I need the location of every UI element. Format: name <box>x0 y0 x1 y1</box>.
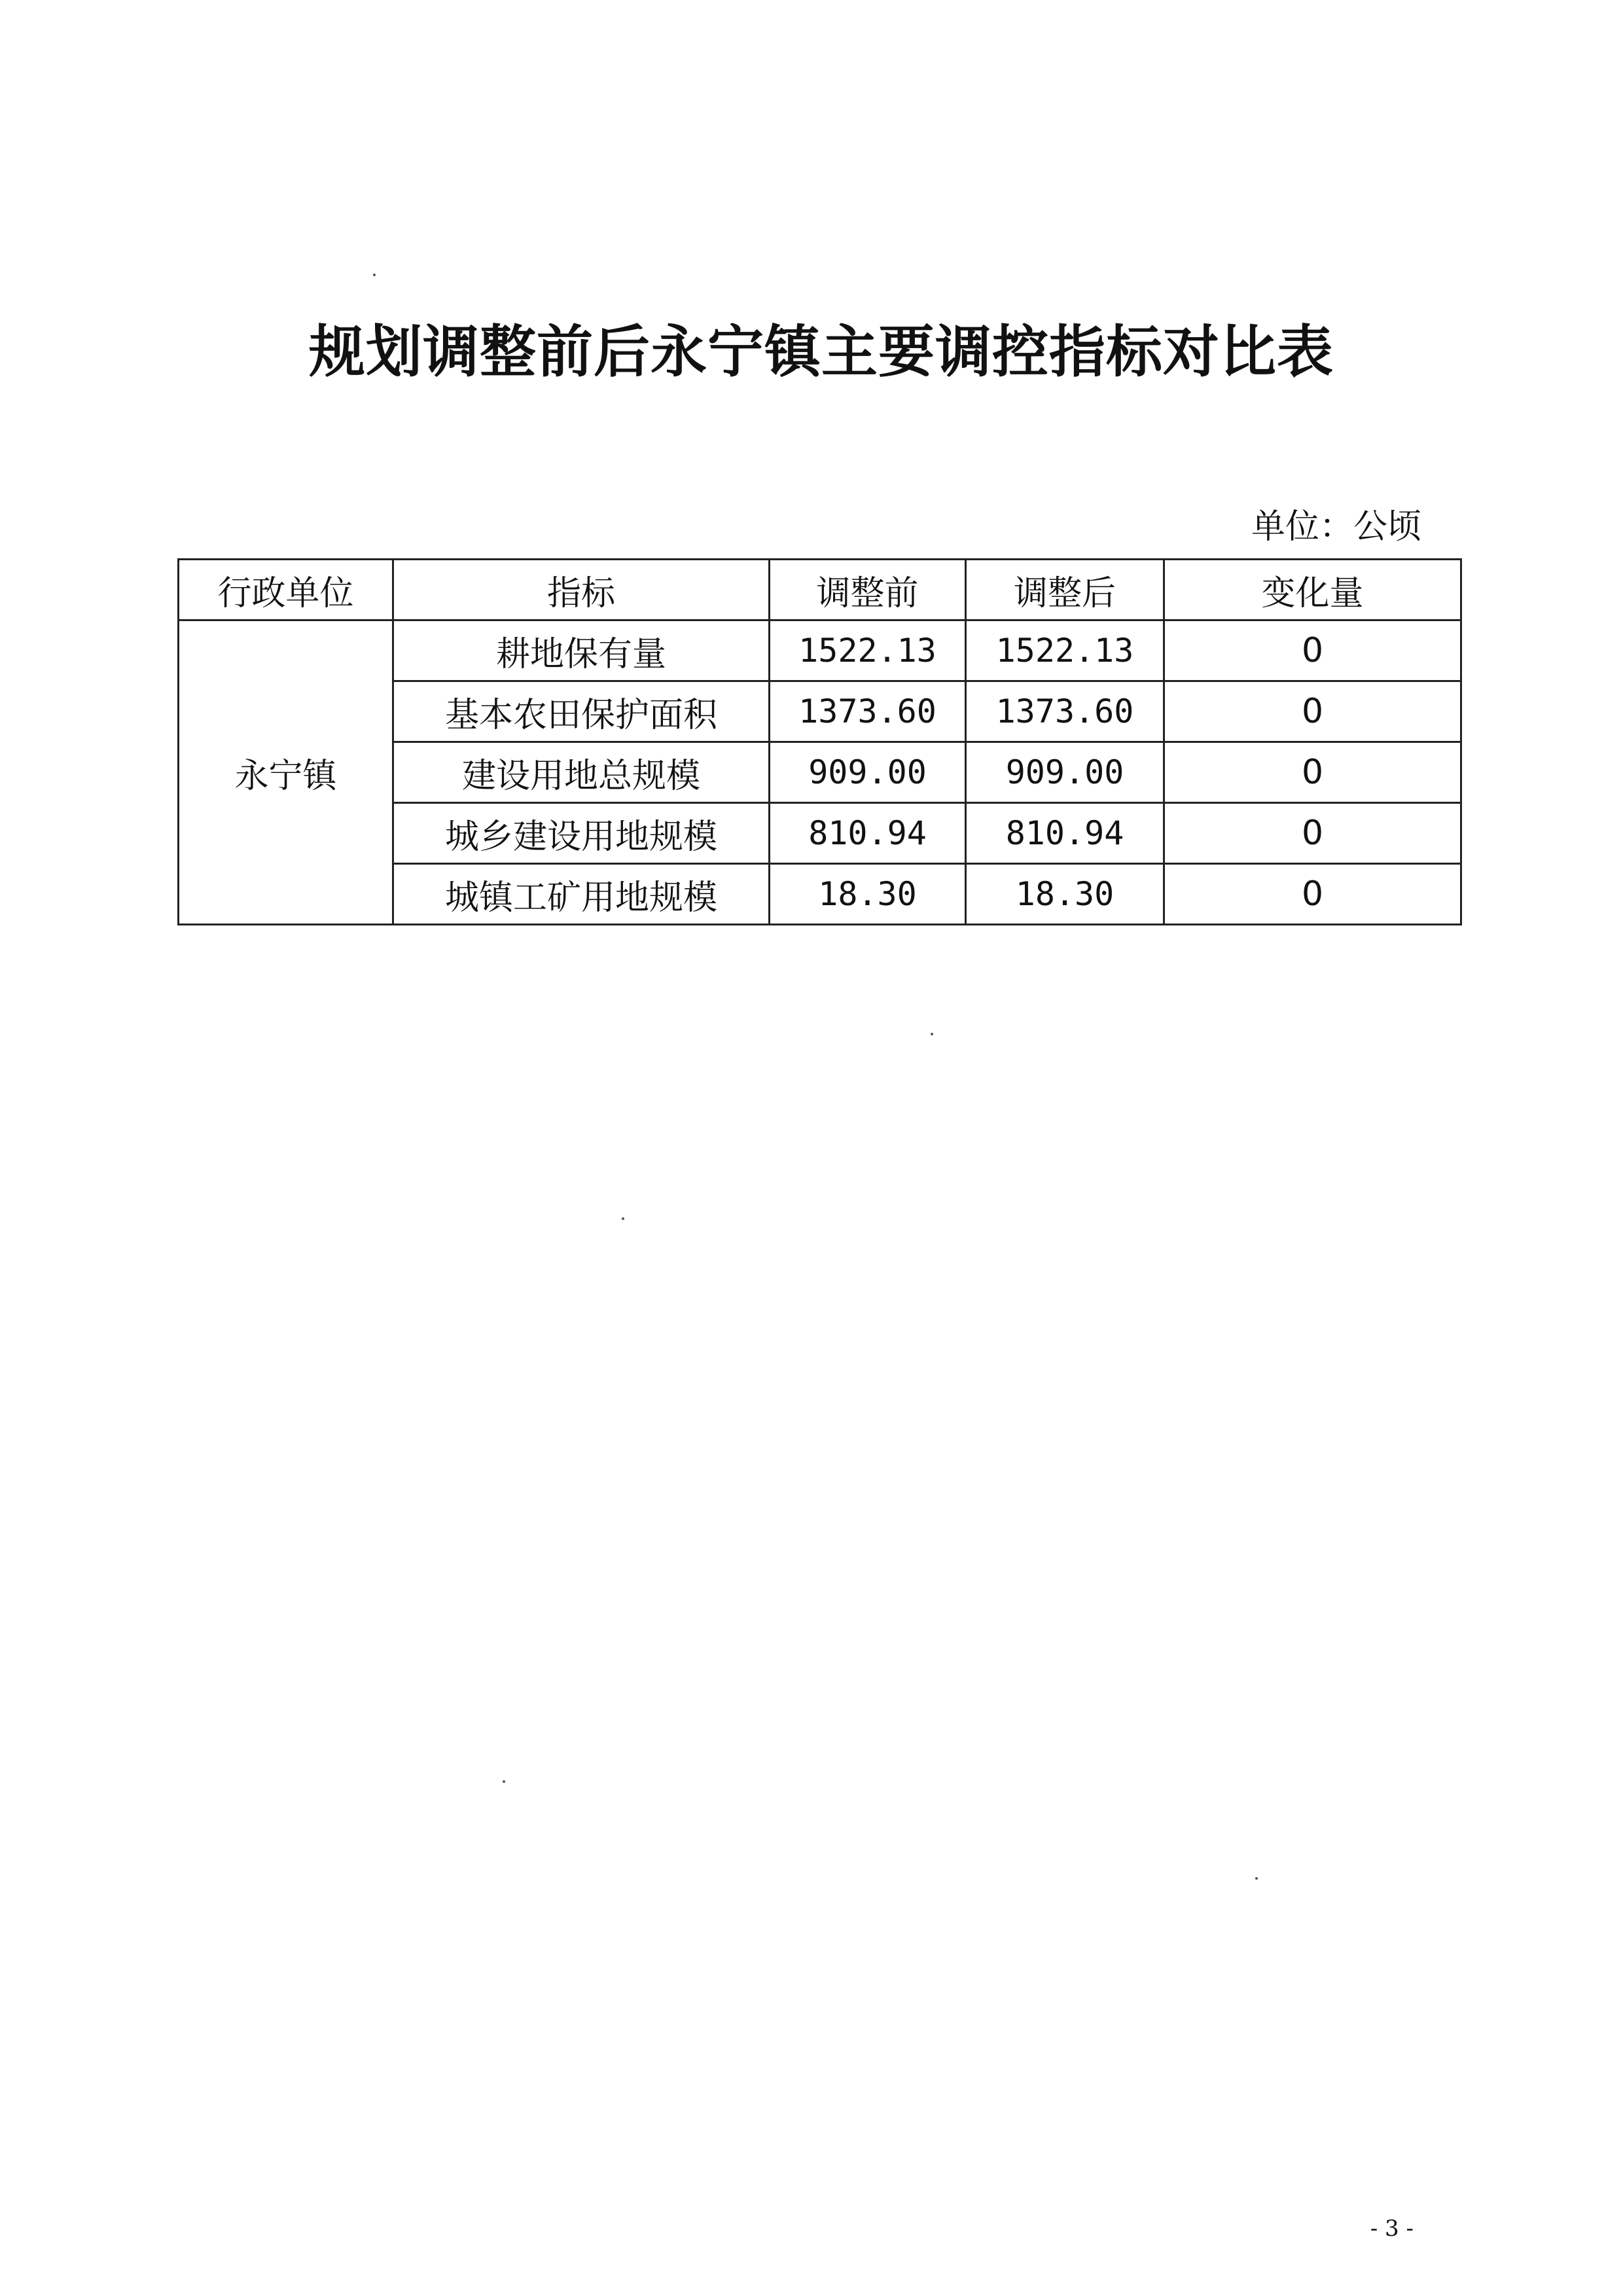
change-cell: 0 <box>1164 620 1461 681</box>
indicator-cell: 耕地保有量 <box>393 620 770 681</box>
header-after: 调整后 <box>966 560 1164 620</box>
indicator-cell: 城乡建设用地规模 <box>393 803 770 864</box>
scan-speck <box>373 274 376 276</box>
scan-speck <box>931 1033 933 1035</box>
table-header-row <box>179 560 1461 620</box>
before-cell: 909.00 <box>770 742 966 803</box>
indicator-cell: 基本农田保护面积 <box>393 681 770 742</box>
page-number: - 3 - <box>1370 2215 1414 2242</box>
unit-label: 单位：公顷 <box>1251 507 1421 547</box>
before-cell: 1373.60 <box>770 681 966 742</box>
before-cell: 810.94 <box>770 803 966 864</box>
after-cell: 18.30 <box>966 864 1164 925</box>
header-change: 变化量 <box>1164 560 1461 620</box>
after-cell: 810.94 <box>966 803 1164 864</box>
indicator-comparison-table <box>177 558 1462 925</box>
scan-speck <box>622 1217 624 1220</box>
change-cell: 0 <box>1164 742 1461 803</box>
scan-speck <box>503 1780 505 1783</box>
scan-speck <box>1255 1877 1258 1880</box>
after-cell: 1522.13 <box>966 620 1164 681</box>
after-cell: 909.00 <box>966 742 1164 803</box>
change-cell: 0 <box>1164 803 1461 864</box>
after-cell: 1373.60 <box>966 681 1164 742</box>
change-cell: 0 <box>1164 681 1461 742</box>
admin-unit-cell: 永宁镇 <box>179 620 393 925</box>
before-cell: 18.30 <box>770 864 966 925</box>
table-row <box>179 620 1461 681</box>
header-indicator: 指标 <box>393 560 770 620</box>
page-title: 规划调整前后永宁镇主要调控指标对比表 <box>309 319 1334 385</box>
indicator-cell: 建设用地总规模 <box>393 742 770 803</box>
change-cell: 0 <box>1164 864 1461 925</box>
before-cell: 1522.13 <box>770 620 966 681</box>
header-before: 调整前 <box>770 560 966 620</box>
header-admin-unit: 行政单位 <box>179 560 393 620</box>
indicator-cell: 城镇工矿用地规模 <box>393 864 770 925</box>
